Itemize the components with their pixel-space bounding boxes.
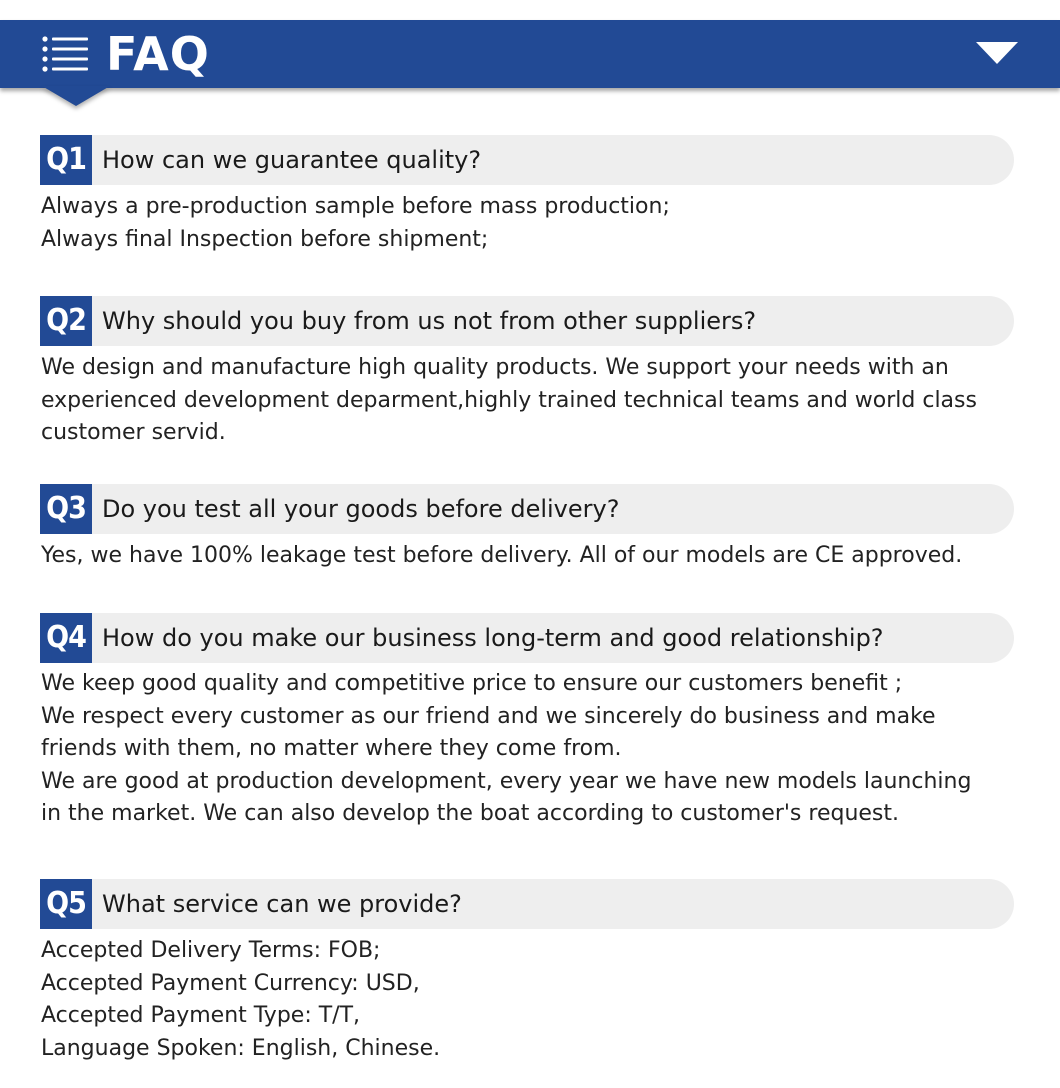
faq-question-3[interactable] bbox=[40, 484, 1014, 534]
question-badge: Q3 bbox=[40, 484, 92, 534]
answer-line: in the market. We can also develop the boat according to customer's request. bbox=[41, 801, 899, 826]
question-text: Do you test all your goods before delivery? bbox=[102, 495, 620, 523]
faq-answer-3 bbox=[41, 540, 1021, 573]
answer-line: experienced development deparment,highly trained technical teams and world class bbox=[41, 387, 977, 413]
question-badge: Q5 bbox=[40, 879, 92, 929]
answer-line: Language Spoken: English, Chinese. bbox=[41, 1035, 441, 1061]
page-title: FAQ bbox=[106, 27, 210, 81]
answer-line: Accepted Payment Currency: USD, bbox=[41, 970, 420, 996]
faq-answer-4 bbox=[41, 668, 1021, 831]
answer-line: We respect every customer as our friend and we sincerely do business and make bbox=[41, 703, 936, 729]
answer-line: We keep good quality and competitive price to ensure our customers benefit ; bbox=[41, 671, 903, 696]
answer-line: friends with them, no matter where they come from. bbox=[41, 736, 622, 761]
faq-question-2[interactable] bbox=[40, 296, 1014, 346]
question-text: Why should you buy from us not from other suppliers? bbox=[102, 307, 757, 335]
question-badge: Q4 bbox=[40, 613, 92, 663]
faq-answer-5 bbox=[41, 935, 1021, 1065]
answer-line: We are good at production development, every year we have new models launching bbox=[41, 768, 972, 794]
faq-answer-2 bbox=[41, 352, 1021, 450]
question-text: How can we guarantee quality? bbox=[102, 146, 482, 174]
question-text: How do you make our business long-term and good relationship? bbox=[102, 624, 884, 652]
answer-line: We design and manufacture high quality products. We support your needs with an bbox=[41, 355, 949, 380]
answer-line: Always a pre-production sample before mass production; bbox=[41, 194, 670, 219]
answer-line: customer servid. bbox=[41, 420, 226, 445]
faq-question-4[interactable] bbox=[40, 613, 1014, 663]
chevron-down-icon[interactable] bbox=[976, 42, 1018, 66]
faq-question-5[interactable] bbox=[40, 879, 1014, 929]
question-badge: Q2 bbox=[40, 296, 92, 346]
question-badge: Q1 bbox=[40, 135, 92, 185]
menu-icon bbox=[42, 36, 88, 72]
faq-question-1[interactable] bbox=[40, 135, 1014, 185]
answer-line: Always final Inspection before shipment; bbox=[41, 226, 489, 252]
answer-line: Accepted Delivery Terms: FOB; bbox=[41, 938, 381, 963]
faq-answer-1 bbox=[41, 191, 1021, 256]
answer-line: Accepted Payment Type: T/T, bbox=[41, 1003, 360, 1028]
header-notch bbox=[42, 86, 110, 106]
answer-line: Yes, we have 100% leakage test before delivery. All of our models are CE approved. bbox=[41, 543, 963, 568]
question-text: What service can we provide? bbox=[102, 890, 462, 918]
